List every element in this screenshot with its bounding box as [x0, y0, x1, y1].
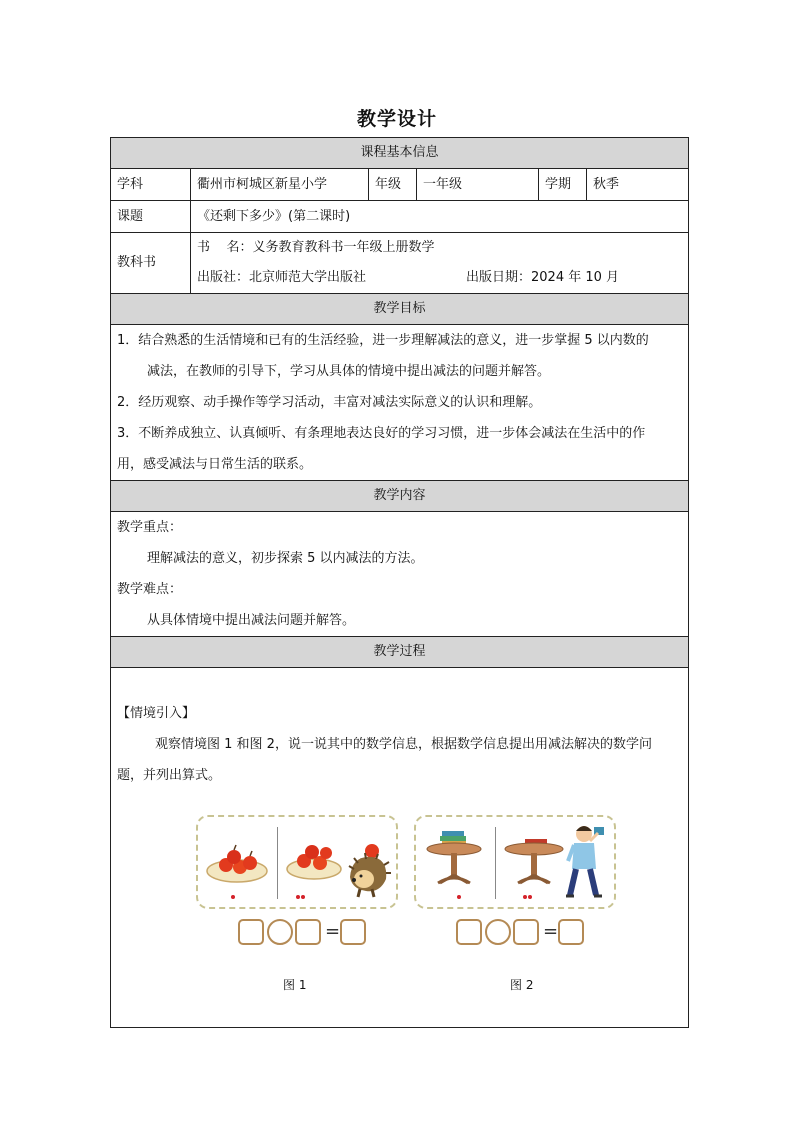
figure-1-caption: 图 1 — [283, 978, 307, 992]
answer-box[interactable] — [456, 919, 482, 945]
apple-plate-icon — [286, 835, 346, 885]
two-dot-icon — [296, 895, 300, 899]
grade-label: 年级 — [369, 169, 417, 201]
two-dot-icon — [523, 895, 527, 899]
instruction-line: 题，并列出算式。 — [117, 768, 222, 783]
table-with-book-icon — [501, 827, 567, 891]
process-block — [111, 668, 689, 1028]
one-dot-icon — [457, 895, 461, 899]
objectives-list — [111, 325, 689, 481]
two-dot-icon — [301, 895, 305, 899]
one-dot-icon — [231, 895, 235, 899]
section-process: 教学过程 — [111, 637, 689, 668]
term-value: 秋季 — [587, 169, 689, 201]
answer-box[interactable] — [295, 919, 321, 945]
figure-1-panel — [196, 815, 398, 909]
section-basic-info: 课程基本信息 — [111, 138, 689, 169]
publisher-row — [197, 263, 682, 293]
apple-plate-icon — [204, 837, 278, 887]
book-name: 书 名：义务教育教科书一年级上册数学 — [197, 240, 435, 255]
table-with-books-icon — [424, 827, 488, 891]
textbook-info — [191, 233, 689, 294]
difficulty-label: 教学难点： — [117, 582, 183, 597]
answer-box[interactable] — [340, 919, 366, 945]
objective-line: 用，感受减法与日常生活的联系。 — [117, 457, 313, 472]
objective-line: 1．结合熟悉的生活情境和已有的生活经验，进一步理解减法的意义，进一步掌握 5 以内数的 — [117, 333, 649, 348]
publish-date: 出版日期：2024 年 10 月 — [466, 270, 620, 285]
two-dot-icon — [528, 895, 532, 899]
objective-line: 3．不断养成独立、认真倾听、有条理地表达良好的学习习惯，进一步体会减法在生活中的作 — [117, 426, 646, 441]
section-objectives: 教学目标 — [111, 294, 689, 325]
section-content: 教学内容 — [111, 481, 689, 512]
topic-value: 《还剩下多少》(第二课时) — [191, 201, 689, 233]
answer-box[interactable] — [558, 919, 584, 945]
operator-circle[interactable] — [485, 919, 511, 945]
answer-box[interactable] — [513, 919, 539, 945]
difficulty-text: 从具体情境中提出减法问题并解答。 — [147, 613, 356, 628]
exercise-figures — [117, 791, 682, 1027]
key-point-text: 理解减法的意义，初步探索 5 以内减法的方法。 — [147, 551, 424, 566]
panel-divider — [495, 827, 496, 899]
equals-sign: = — [325, 921, 341, 942]
publisher: 出版社：北京师范大学出版社 — [197, 270, 367, 285]
key-point-label: 教学重点： — [117, 520, 183, 535]
document-title: 教学设计 — [356, 108, 437, 130]
hedgehog-icon — [342, 841, 392, 899]
content-block — [111, 512, 689, 637]
equals-sign: = — [543, 921, 559, 942]
grade-value: 一年级 — [417, 169, 539, 201]
topic-label: 课题 — [111, 201, 191, 233]
answer-box[interactable] — [238, 919, 264, 945]
operator-circle[interactable] — [267, 919, 293, 945]
term-label: 学期 — [539, 169, 587, 201]
subject-label: 学科 — [111, 169, 191, 201]
objective-line: 减法，在教师的引导下，学习从具体的情境中提出减法的问题并解答。 — [147, 364, 551, 379]
panel-divider — [277, 827, 278, 899]
lesson-plan-table — [110, 137, 689, 1028]
instruction-line: 观察情境图 1 和图 2，说一说其中的数学信息，根据数学信息提出用减法解决的数学问 — [155, 737, 652, 752]
objective-line: 2．经历观察、动手操作等学习活动，丰富对减法实际意义的认识和理解。 — [117, 395, 542, 410]
scenario-heading: 【情境引入】 — [117, 706, 196, 721]
textbook-label: 教科书 — [111, 233, 191, 294]
boy-carrying-book-icon — [564, 823, 612, 899]
figure-2-caption: 图 2 — [510, 978, 534, 992]
figure-2-panel — [414, 815, 616, 909]
school-value: 衢州市柯城区新星小学 — [191, 169, 369, 201]
